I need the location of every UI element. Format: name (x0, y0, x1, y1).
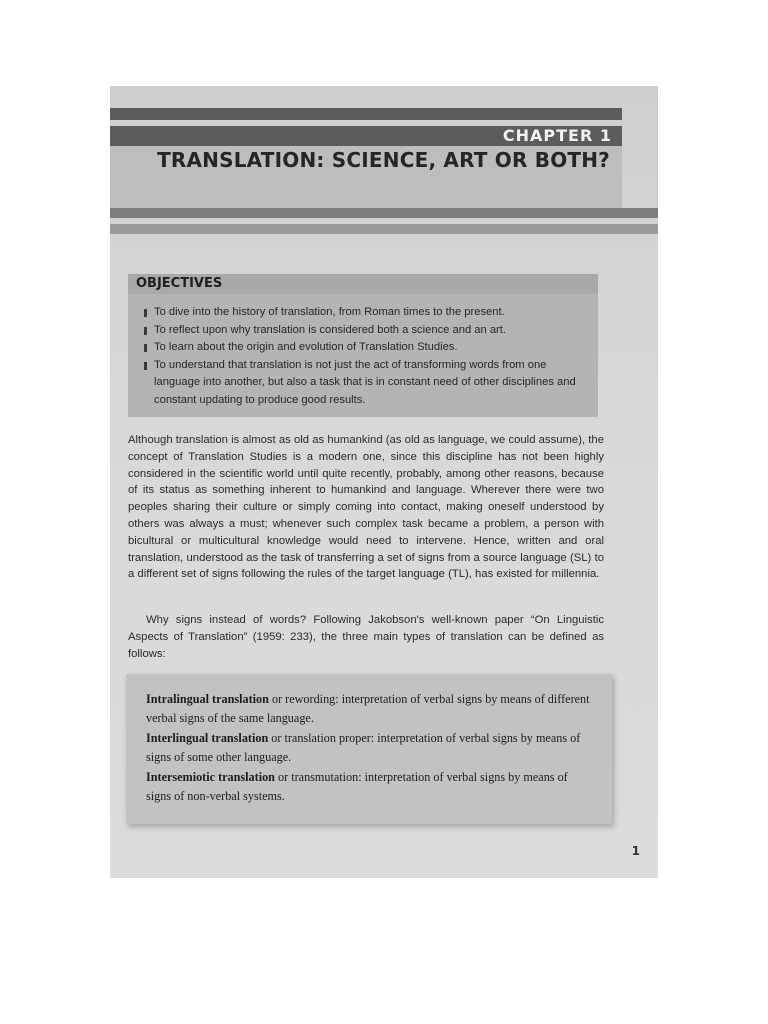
definition-term: Intralingual translation (146, 692, 269, 706)
bullet-icon (144, 309, 147, 317)
definition-item (146, 690, 594, 727)
definition-term: Intersemiotic translation (146, 770, 275, 784)
objective-text: To understand that translation is not just the act of transforming words from one language into another, but also a task that is in constant need of other disciplines and constant updating to produce good results. (154, 358, 576, 406)
definition-text: or rewording: interpretation of verbal signs by means of different verbal signs of the same language. (146, 692, 590, 725)
page-number: 1 (631, 844, 640, 858)
definition-item (146, 729, 594, 766)
definition-term: Interlingual translation (146, 731, 269, 745)
body-paragraph-1: Although translation is almost as old as humankind (as old as language, we could assume), the concept of Translation Studies is a modern one, since this discipline has not been highly considered in the scientific world until quite recently, probably, among other reasons, because of its status as something inherent to humankind and language. Wherever there were two peoples sharing their culture or simply coming into contact, making oneself understood by others was always a must; whenever such complex task became a problem, a person with bicultural or multicultural knowledge would need to intervene. Hence, written and oral translation, understood as the task of transferring a set of signs from a source language (SL) to a different set of signs following the rules of the target language (TL), has existed for millennia. (128, 434, 604, 581)
definition-text: or transmutation: interpretation of verbal signs by means of signs of non-verbal systems. (146, 770, 568, 803)
header-stripe-lower (110, 208, 658, 218)
objective-text: To learn about the origin and evolution of Translation Studies. (154, 341, 458, 353)
definition-text: or translation proper: interpretation of verbal signs by means of signs of some other language. (146, 731, 581, 764)
bullet-icon (144, 344, 147, 352)
list-item (144, 339, 584, 357)
chapter-label: CHAPTER 1 (502, 126, 612, 145)
objective-text: To reflect upon why translation is considered both a science and an art. (154, 323, 506, 336)
book-page (110, 86, 658, 878)
bullet-icon (144, 362, 147, 370)
definition-item (146, 768, 594, 805)
header-stripe-bottom (110, 224, 658, 234)
objectives-heading: OBJECTIVES (128, 274, 598, 294)
objectives-list (144, 304, 584, 409)
body-paragraph-2: Why signs instead of words? Following Jakobson's well-known paper “On Linguistic Aspects of Translation” (1959: 233), the three main types of translation can be defined as follows: (128, 614, 604, 660)
list-item (144, 304, 584, 322)
chapter-title: TRANSLATION: SCIENCE, ART OR BOTH? (157, 148, 610, 172)
definitions-list (146, 690, 594, 807)
header-stripe-top (110, 108, 622, 120)
objective-text: To dive into the history of translation, from Roman times to the present. (154, 306, 505, 318)
bullet-icon (144, 327, 147, 335)
list-item (144, 357, 584, 410)
list-item (144, 322, 584, 340)
